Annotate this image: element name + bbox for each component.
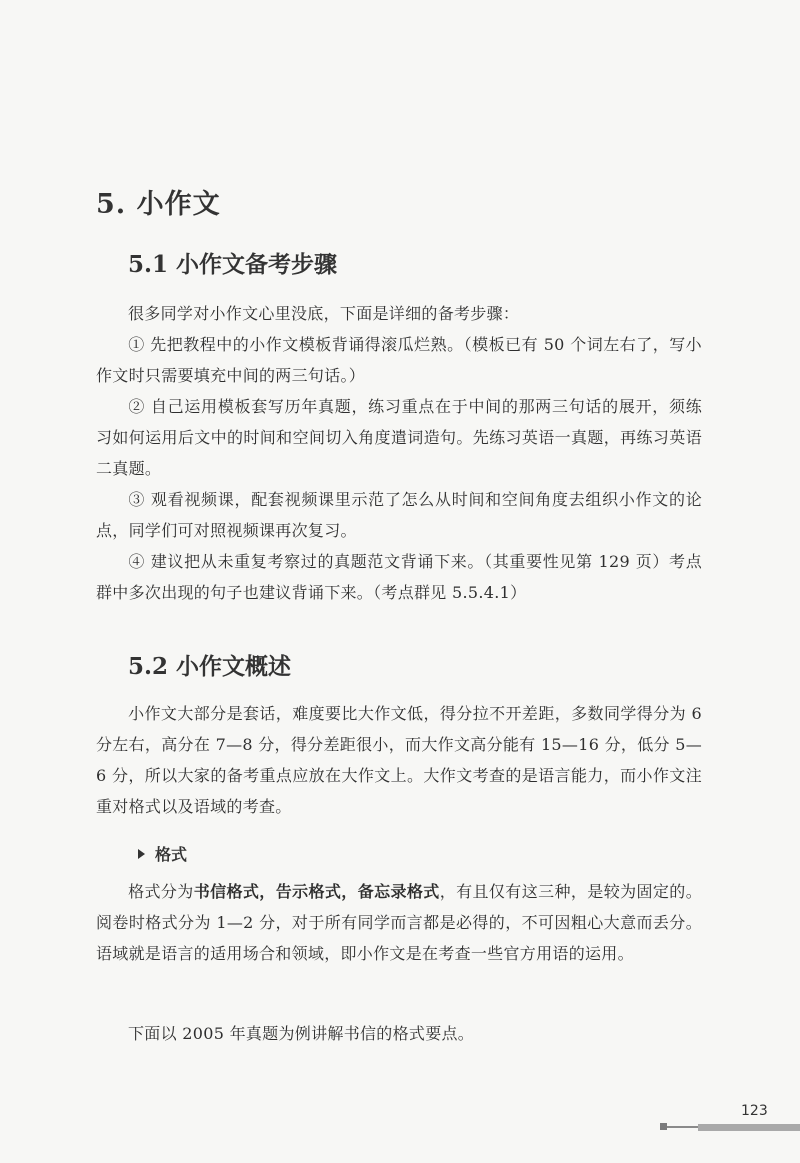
- footer-bar: [698, 1124, 800, 1131]
- section-title: 5. 小作文: [96, 189, 221, 220]
- page-number: 123: [741, 1103, 768, 1119]
- step-item: ② 自己运用模板套写历年真题，练习重点在于中间的那两三句话的展开，须练习如何运用后文中的时间和空间切入角度遣词造句。先练习英语一真题，再练习英语二真题。: [96, 397, 702, 478]
- format-heading: 格式: [138, 842, 187, 865]
- step-item: ③ 观看视频课，配套视频课里示范了怎么从时间和空间角度去组织小作文的论点，同学们可对照视频课再次复习。: [96, 490, 702, 540]
- steps-block: [96, 298, 702, 608]
- step-item: ④ 建议把从未重复考察过的真题范文背诵下来。（其重要性见第 129 页）考点群中多次出现的句子也建议背诵下来。（考点群见 5.5.4.1）: [96, 552, 702, 602]
- triangle-bullet-icon: [138, 849, 145, 859]
- intro-paragraph: 很多同学对小作文心里没底，下面是详细的备考步骤：: [128, 304, 520, 323]
- subsection-title-5-1: 5.1 小作文备考步骤: [128, 251, 338, 278]
- subsection-title-5-2: 5.2 小作文概述: [128, 653, 292, 680]
- footer-marker: [660, 1123, 667, 1130]
- format-types-emphasis: 书信格式，告示格式，备忘录格式: [193, 882, 440, 901]
- example-paragraph: 下面以 2005 年真题为例讲解书信的格式要点。: [128, 1024, 475, 1043]
- step-item: ① 先把教程中的小作文模板背诵得滚瓜烂熟。（模板已有 50 个词左右了，写小作文时只需要填充中间的两三句话。）: [96, 335, 702, 385]
- format-paragraph: 格式分为书信格式，告示格式，备忘录格式，有且仅有这三种，是较为固定的。阅卷时格式分为 1—2 分，对于所有同学而言都是必得的，不可因粗心大意而丢分。语域就是语言的适用场合和领域，即小作文是在考查一些官方用语的运用。: [96, 882, 702, 963]
- overview-paragraph: 小作文大部分是套话，难度要比大作文低，得分拉不开差距，多数同学得分为 6 分左右，高分在 7—8 分，得分差距很小，而大作文高分能有 15—16 分，低分 5—6 分，所以大家的备考重点应放在大作文上。大作文考查的是语言能力，而小作文注重对格式以及语域的考查。: [96, 704, 702, 816]
